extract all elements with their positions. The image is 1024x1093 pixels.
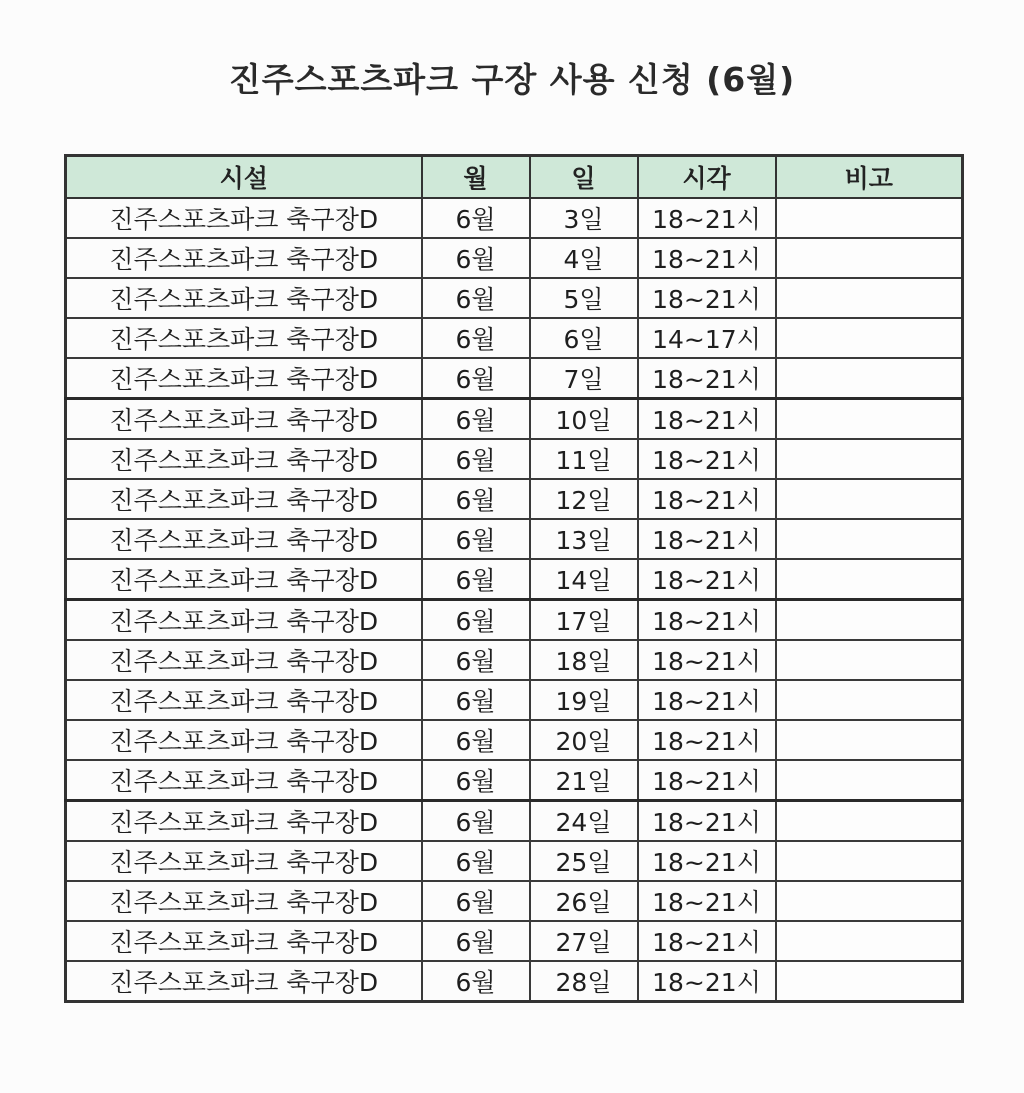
table-row xyxy=(66,760,963,801)
cell-month: 6월 xyxy=(422,399,530,440)
table-row xyxy=(66,640,963,680)
cell-note xyxy=(776,801,963,842)
cell-month: 6월 xyxy=(422,559,530,600)
header-facility: 시설 xyxy=(66,156,422,199)
cell-time: 18~21시 xyxy=(638,841,776,881)
table-body xyxy=(66,198,963,1002)
table-row xyxy=(66,881,963,921)
cell-facility: 진주스포츠파크 축구장D xyxy=(66,680,422,720)
cell-month: 6월 xyxy=(422,640,530,680)
cell-note xyxy=(776,680,963,720)
cell-month: 6월 xyxy=(422,278,530,318)
cell-time: 18~21시 xyxy=(638,238,776,278)
cell-time: 18~21시 xyxy=(638,961,776,1002)
cell-time: 18~21시 xyxy=(638,559,776,600)
cell-time: 18~21시 xyxy=(638,439,776,479)
cell-day: 3일 xyxy=(530,198,638,238)
cell-day: 12일 xyxy=(530,479,638,519)
cell-time: 18~21시 xyxy=(638,720,776,760)
cell-time: 18~21시 xyxy=(638,198,776,238)
table-row xyxy=(66,318,963,358)
cell-facility: 진주스포츠파크 축구장D xyxy=(66,600,422,641)
cell-day: 6일 xyxy=(530,318,638,358)
cell-note xyxy=(776,238,963,278)
cell-note xyxy=(776,720,963,760)
cell-time: 18~21시 xyxy=(638,479,776,519)
cell-time: 14~17시 xyxy=(638,318,776,358)
cell-day: 17일 xyxy=(530,600,638,641)
header-note: 비고 xyxy=(776,156,963,199)
cell-note xyxy=(776,760,963,801)
cell-day: 20일 xyxy=(530,720,638,760)
cell-month: 6월 xyxy=(422,358,530,399)
cell-facility: 진주스포츠파크 축구장D xyxy=(66,559,422,600)
cell-time: 18~21시 xyxy=(638,760,776,801)
cell-facility: 진주스포츠파크 축구장D xyxy=(66,278,422,318)
cell-month: 6월 xyxy=(422,881,530,921)
cell-month: 6월 xyxy=(422,801,530,842)
table-header-row xyxy=(66,156,963,199)
cell-facility: 진주스포츠파크 축구장D xyxy=(66,519,422,559)
cell-month: 6월 xyxy=(422,961,530,1002)
cell-note xyxy=(776,559,963,600)
table-row xyxy=(66,720,963,760)
cell-day: 18일 xyxy=(530,640,638,680)
header-day: 일 xyxy=(530,156,638,199)
table-row xyxy=(66,439,963,479)
table-row xyxy=(66,841,963,881)
table-row xyxy=(66,921,963,961)
cell-note xyxy=(776,519,963,559)
cell-facility: 진주스포츠파크 축구장D xyxy=(66,399,422,440)
table-row xyxy=(66,519,963,559)
cell-month: 6월 xyxy=(422,198,530,238)
cell-time: 18~21시 xyxy=(638,600,776,641)
cell-note xyxy=(776,198,963,238)
cell-time: 18~21시 xyxy=(638,921,776,961)
table-row xyxy=(66,358,963,399)
cell-facility: 진주스포츠파크 축구장D xyxy=(66,921,422,961)
cell-facility: 진주스포츠파크 축구장D xyxy=(66,801,422,842)
cell-facility: 진주스포츠파크 축구장D xyxy=(66,640,422,680)
cell-facility: 진주스포츠파크 축구장D xyxy=(66,760,422,801)
cell-facility: 진주스포츠파크 축구장D xyxy=(66,881,422,921)
page-title: 진주스포츠파크 구장 사용 신청 (6월) xyxy=(228,60,796,99)
cell-day: 7일 xyxy=(530,358,638,399)
cell-month: 6월 xyxy=(422,519,530,559)
cell-month: 6월 xyxy=(422,760,530,801)
table-row xyxy=(66,238,963,278)
cell-month: 6월 xyxy=(422,921,530,961)
cell-note xyxy=(776,399,963,440)
cell-note xyxy=(776,921,963,961)
cell-month: 6월 xyxy=(422,720,530,760)
cell-note xyxy=(776,318,963,358)
cell-note xyxy=(776,841,963,881)
cell-facility: 진주스포츠파크 축구장D xyxy=(66,961,422,1002)
cell-day: 13일 xyxy=(530,519,638,559)
reservation-table xyxy=(64,154,964,1003)
cell-note xyxy=(776,358,963,399)
cell-day: 5일 xyxy=(530,278,638,318)
cell-note xyxy=(776,961,963,1002)
cell-day: 27일 xyxy=(530,921,638,961)
cell-day: 21일 xyxy=(530,760,638,801)
cell-time: 18~21시 xyxy=(638,358,776,399)
cell-month: 6월 xyxy=(422,439,530,479)
cell-facility: 진주스포츠파크 축구장D xyxy=(66,479,422,519)
cell-day: 10일 xyxy=(530,399,638,440)
cell-note xyxy=(776,479,963,519)
table-row xyxy=(66,399,963,440)
cell-facility: 진주스포츠파크 축구장D xyxy=(66,238,422,278)
cell-facility: 진주스포츠파크 축구장D xyxy=(66,318,422,358)
header-time: 시각 xyxy=(638,156,776,199)
cell-month: 6월 xyxy=(422,318,530,358)
cell-day: 25일 xyxy=(530,841,638,881)
reservation-table-container xyxy=(64,154,961,1003)
cell-facility: 진주스포츠파크 축구장D xyxy=(66,841,422,881)
table-row xyxy=(66,600,963,641)
table-row xyxy=(66,801,963,842)
cell-facility: 진주스포츠파크 축구장D xyxy=(66,720,422,760)
cell-day: 26일 xyxy=(530,881,638,921)
header-month: 월 xyxy=(422,156,530,199)
cell-day: 19일 xyxy=(530,680,638,720)
cell-day: 24일 xyxy=(530,801,638,842)
cell-time: 18~21시 xyxy=(638,680,776,720)
cell-time: 18~21시 xyxy=(638,399,776,440)
cell-day: 28일 xyxy=(530,961,638,1002)
table-row xyxy=(66,198,963,238)
cell-month: 6월 xyxy=(422,841,530,881)
cell-time: 18~21시 xyxy=(638,278,776,318)
cell-time: 18~21시 xyxy=(638,519,776,559)
cell-day: 11일 xyxy=(530,439,638,479)
cell-time: 18~21시 xyxy=(638,801,776,842)
cell-time: 18~21시 xyxy=(638,881,776,921)
table-row xyxy=(66,961,963,1002)
table-row xyxy=(66,559,963,600)
cell-note xyxy=(776,600,963,641)
cell-time: 18~21시 xyxy=(638,640,776,680)
cell-note xyxy=(776,278,963,318)
cell-facility: 진주스포츠파크 축구장D xyxy=(66,358,422,399)
cell-note xyxy=(776,439,963,479)
cell-month: 6월 xyxy=(422,680,530,720)
table-row xyxy=(66,479,963,519)
cell-day: 4일 xyxy=(530,238,638,278)
table-row xyxy=(66,278,963,318)
cell-month: 6월 xyxy=(422,479,530,519)
cell-note xyxy=(776,881,963,921)
cell-note xyxy=(776,640,963,680)
cell-facility: 진주스포츠파크 축구장D xyxy=(66,439,422,479)
cell-facility: 진주스포츠파크 축구장D xyxy=(66,198,422,238)
cell-day: 14일 xyxy=(530,559,638,600)
cell-month: 6월 xyxy=(422,600,530,641)
table-row xyxy=(66,680,963,720)
cell-month: 6월 xyxy=(422,238,530,278)
